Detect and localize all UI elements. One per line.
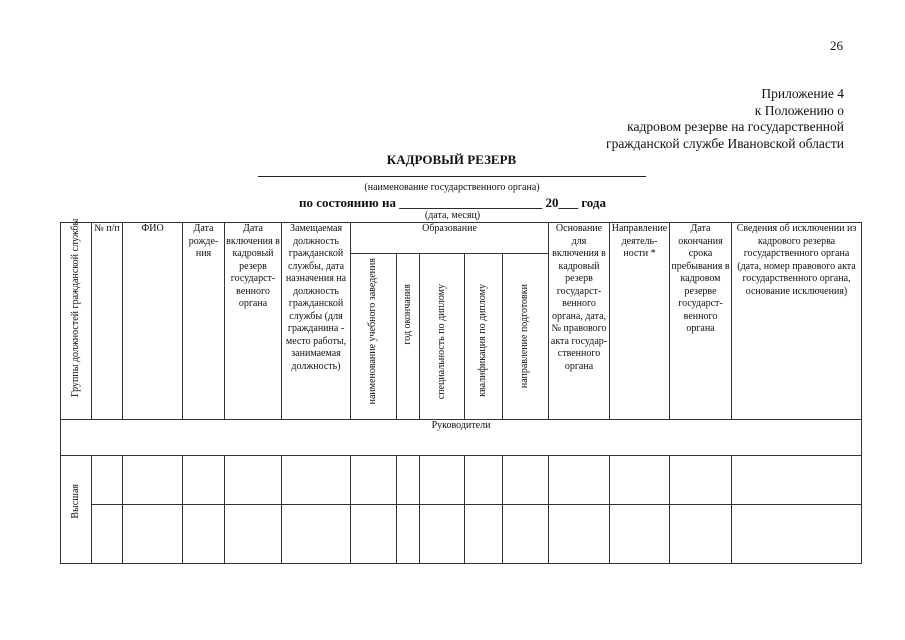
as-of-date-line: по состоянию на ______________________ 20___ года (299, 195, 606, 210)
table-cell[interactable] (670, 505, 732, 564)
header-birth: Дата рожде-ния (183, 223, 225, 420)
table-cell[interactable] (503, 505, 549, 564)
appendix-header (606, 86, 844, 152)
table-cell[interactable] (92, 505, 123, 564)
table-cell[interactable] (610, 505, 670, 564)
appendix-line: кадровом резерве на государственной (627, 119, 844, 134)
header-group-cell (61, 218, 92, 420)
table-cell[interactable] (397, 456, 420, 505)
header-edu-direction: направление подготовки (519, 284, 531, 389)
table-cell[interactable] (732, 505, 862, 564)
header-edu-institution-cell (351, 254, 397, 420)
table-cell[interactable] (92, 456, 123, 505)
date-caption: (дата, месяц) (424, 210, 481, 221)
document-title: КАДРОВЫЙ РЕЗЕРВ (386, 152, 517, 167)
table-cell[interactable] (351, 456, 397, 505)
header-edu-specialty-cell (420, 254, 465, 420)
org-name-caption: (наименование государственного органа) (364, 182, 540, 193)
table-cell[interactable] (732, 456, 862, 505)
header-exclusion: Сведения об исключении из кадрового резерва государственного органа (дата, номер правового акта государственного органа, основание исключения) (732, 223, 862, 420)
header-num: № п/п (92, 223, 123, 420)
header-basis: Основание для включения в кадровый резерв государст-венного органа, дата, № правового акта государ-ственного органа (549, 223, 610, 420)
header-fio: ФИО (123, 223, 183, 420)
header-edu-qualification: квалификация по диплому (477, 284, 489, 397)
table-cell[interactable] (465, 505, 503, 564)
table-cell[interactable] (549, 456, 610, 505)
header-edu-qualification-cell (465, 254, 503, 420)
group-label-highest: Высшая (69, 484, 81, 519)
table-cell[interactable] (351, 505, 397, 564)
table-cell[interactable] (397, 505, 420, 564)
table-cell[interactable] (465, 456, 503, 505)
appendix-line: гражданской службе Ивановской области (606, 135, 844, 151)
header-edu-year-cell (397, 254, 420, 420)
document-title-wrap (0, 152, 905, 168)
group-cell-highest (61, 456, 92, 564)
header-edu-specialty: специальность по диплому (435, 284, 447, 400)
header-edu-institution: наименование учебного заведения (367, 258, 379, 405)
table-cell[interactable] (183, 505, 225, 564)
table-cell[interactable] (123, 505, 183, 564)
page-number: 26 (830, 38, 843, 53)
header-position: Замещаемая должность гражданской службы, дата назначения на должность гражданской службы (для гражданина - место работы, занимаемая должность) (282, 223, 351, 420)
table-cell[interactable] (420, 505, 465, 564)
table-cell[interactable] (225, 505, 282, 564)
section-row-managers: Руководители (61, 420, 862, 456)
header-edu-year: год окончания (401, 284, 413, 345)
reserve-table (60, 218, 862, 564)
table-cell[interactable] (282, 505, 351, 564)
table-cell[interactable] (610, 456, 670, 505)
header-education: Образование (351, 223, 549, 254)
table-cell[interactable] (549, 505, 610, 564)
appendix-line: Приложение 4 (761, 86, 844, 101)
table-cell[interactable] (225, 456, 282, 505)
header-inclusion-date: Дата включения в кадровый резерв государст-венного органа (225, 223, 282, 420)
table-cell[interactable] (123, 456, 183, 505)
appendix-line: к Положению о (754, 102, 844, 118)
org-name-line (258, 176, 646, 177)
header-end-date: Дата окончания срока пребывания в кадровом резерве государст-венного органа (670, 223, 732, 420)
header-edu-direction-cell (503, 254, 549, 420)
table-cell[interactable] (282, 456, 351, 505)
table-cell[interactable] (183, 456, 225, 505)
table-cell[interactable] (670, 456, 732, 505)
table-cell[interactable] (420, 456, 465, 505)
header-group: Группы должностей гражданской службы (69, 218, 81, 397)
table-cell[interactable] (503, 456, 549, 505)
header-activity: Направление деятель-ности * (610, 223, 670, 420)
